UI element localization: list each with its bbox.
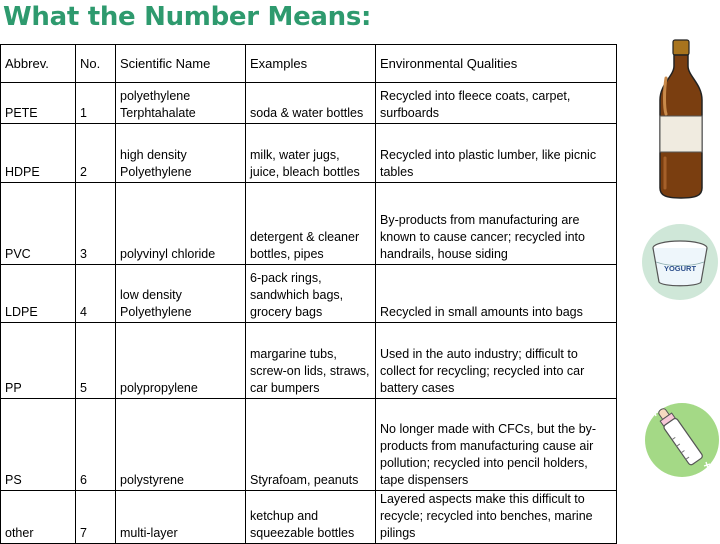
- abbrev-cell: HDPE: [1, 124, 76, 183]
- table-header-row: [1, 45, 617, 83]
- qualities-cell: Recycled in small amounts into bags: [376, 265, 617, 323]
- scientific-name-cell: high density Polyethylene: [116, 124, 246, 183]
- number-cell: 6: [76, 399, 116, 491]
- qualities-cell: Layered aspects make this difficult to recycle; recycled into benches, marine pilings: [376, 491, 617, 544]
- abbrev-cell: PS: [1, 399, 76, 491]
- abbrev-cell: PVC: [1, 183, 76, 265]
- table-row: [1, 399, 617, 491]
- scientific-name-cell: polyvinyl chloride: [116, 183, 246, 265]
- examples-cell: Styrafoam, peanuts: [246, 399, 376, 491]
- examples-cell: ketchup and squeezable bottles: [246, 491, 376, 544]
- scientific-name-cell: multi-layer: [116, 491, 246, 544]
- qualities-cell: Recycled into plastic lumber, like picnic tables: [376, 124, 617, 183]
- header-examples: Examples: [246, 45, 376, 83]
- table-row: [1, 265, 617, 323]
- abbrev-cell: PETE: [1, 83, 76, 124]
- scientific-name-cell: low density Polyethylene: [116, 265, 246, 323]
- scientific-name-cell: polystyrene: [116, 399, 246, 491]
- scientific-name-cell: polyethylene Terphtahalate: [116, 83, 246, 124]
- header-scientific-name: Scientific Name: [116, 45, 246, 83]
- table-row: [1, 491, 617, 544]
- plastics-table: [0, 44, 617, 544]
- qualities-cell: By-products from manufacturing are known to cause cancer; recycled into handrails, house siding: [376, 183, 617, 265]
- number-cell: 4: [76, 265, 116, 323]
- number-cell: 7: [76, 491, 116, 544]
- examples-cell: milk, water jugs, juice, bleach bottles: [246, 124, 376, 183]
- number-cell: 2: [76, 124, 116, 183]
- abbrev-cell: other: [1, 491, 76, 544]
- examples-cell: margarine tubs, screw-on lids, straws, car bumpers: [246, 323, 376, 399]
- yogurt-cup-icon: [640, 222, 720, 302]
- table-row: [1, 83, 617, 124]
- table-row: [1, 323, 617, 399]
- abbrev-cell: PP: [1, 323, 76, 399]
- examples-cell: soda & water bottles: [246, 83, 376, 124]
- table-row: [1, 124, 617, 183]
- baby-bottle-icon: [644, 400, 720, 480]
- qualities-cell: Recycled into fleece coats, carpet, surfboards: [376, 83, 617, 124]
- header-abbrev: Abbrev.: [1, 45, 76, 83]
- header-environmental-qualities: Environmental Qualities: [376, 45, 617, 83]
- scientific-name-cell: polypropylene: [116, 323, 246, 399]
- qualities-cell: Used in the auto industry; difficult to collect for recycling; recycled into car battery cases: [376, 323, 617, 399]
- header-number: No.: [76, 45, 116, 83]
- abbrev-cell: LDPE: [1, 265, 76, 323]
- yogurt-label: YOGURT: [663, 264, 697, 273]
- number-cell: 5: [76, 323, 116, 399]
- table-row: [1, 183, 617, 265]
- examples-cell: detergent & cleaner bottles, pipes: [246, 183, 376, 265]
- page-title: What the Number Means:: [3, 2, 372, 32]
- number-cell: 1: [76, 83, 116, 124]
- number-cell: 3: [76, 183, 116, 265]
- soda-bottle-icon: [650, 38, 712, 200]
- qualities-cell: No longer made with CFCs, but the by-products from manufacturing cause air pollution; recycled into pencil holders, tape dispensers: [376, 399, 617, 491]
- examples-cell: 6-pack rings, sandwhich bags, grocery bags: [246, 265, 376, 323]
